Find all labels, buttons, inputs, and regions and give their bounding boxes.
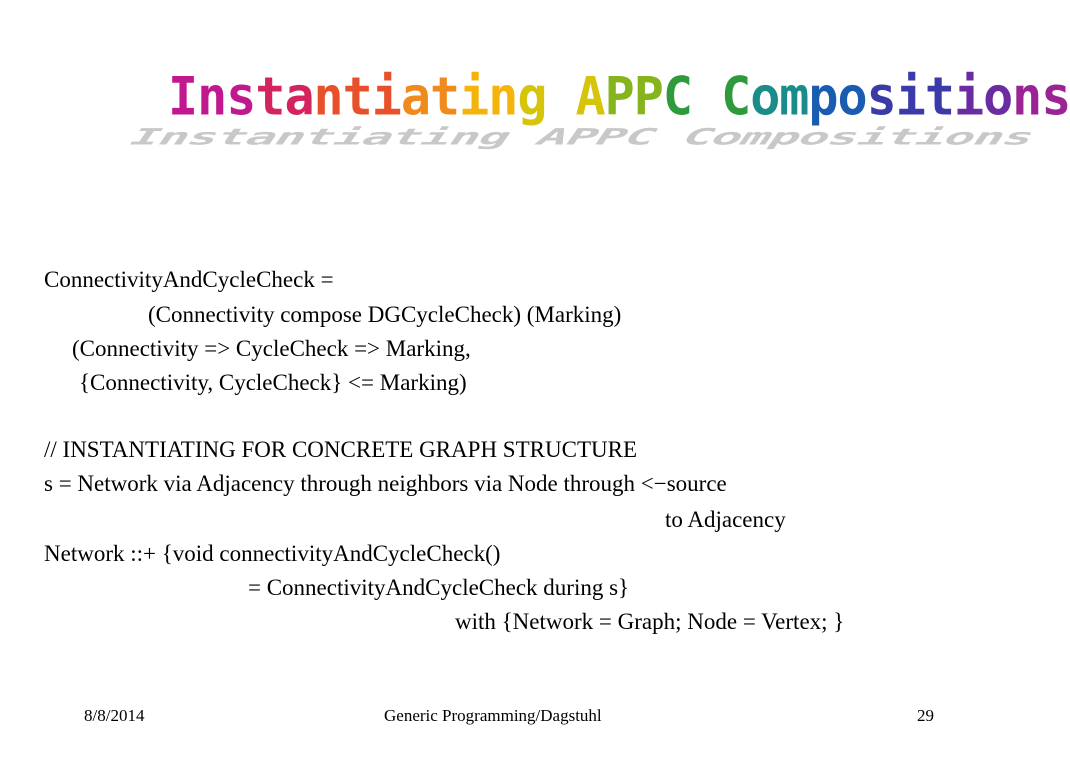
title-letter: n bbox=[1012, 66, 1042, 127]
footer-center: Generic Programming/Dagstuhl bbox=[384, 706, 602, 725]
body-line-8: Network ::+ {void connectivityAndCycleCheck() bbox=[44, 541, 501, 566]
title-letter: P bbox=[604, 66, 634, 127]
title-letter: s bbox=[226, 66, 256, 127]
title-letter: a bbox=[400, 66, 430, 127]
body-line-5: // INSTANTIATING FOR CONCRETE GRAPH STRUCTURE bbox=[44, 437, 637, 462]
title-letter bbox=[546, 66, 575, 127]
title-letter: I bbox=[168, 66, 198, 127]
title-letter: t bbox=[924, 66, 954, 127]
title-letter: t bbox=[255, 66, 285, 127]
body-line-1: ConnectivityAndCycleCheck = bbox=[44, 267, 334, 292]
title-shadow: Instantiating APPC Compositions bbox=[122, 123, 1043, 150]
title-letter: n bbox=[197, 66, 227, 127]
body-line-4: {Connectivity, CycleCheck} <= Marking) bbox=[79, 370, 467, 395]
title-text bbox=[168, 66, 1070, 127]
body-line-3: (Connectivity => CycleCheck => Marking, bbox=[72, 336, 471, 361]
footer-page-number: 29 bbox=[917, 706, 934, 725]
title-letter: i bbox=[371, 66, 401, 127]
title-letter: s bbox=[866, 66, 896, 127]
title-letter: C bbox=[662, 66, 692, 127]
footer-date: 8/8/2014 bbox=[84, 706, 145, 725]
title-letter: g bbox=[517, 66, 547, 127]
body-line-2: (Connectivity compose DGCycleCheck) (Marking) bbox=[148, 302, 622, 327]
slide-title bbox=[122, 62, 1070, 152]
title-letter: i bbox=[895, 66, 925, 127]
title-letter: s bbox=[1041, 66, 1070, 127]
title-letter: i bbox=[953, 66, 984, 127]
title-letter: a bbox=[284, 66, 314, 127]
body-line-9: = ConnectivityAndCycleCheck during s} bbox=[248, 575, 630, 600]
body-line-7: to Adjacency bbox=[665, 507, 786, 532]
title-letter bbox=[692, 66, 721, 127]
body-line-6: s = Network via Adjacency through neighbors via Node through <−source bbox=[44, 471, 727, 496]
title-letter: n bbox=[313, 66, 343, 127]
title-letter: o bbox=[837, 66, 867, 127]
title-letter: t bbox=[342, 66, 372, 127]
title-letter: A bbox=[575, 66, 605, 127]
body-line-10: with {Network = Graph; Node = Vertex; } bbox=[455, 609, 845, 634]
title-letter: o bbox=[983, 66, 1013, 127]
title-letter: p bbox=[808, 66, 838, 127]
title-letter: P bbox=[633, 66, 663, 127]
title-letter: t bbox=[429, 66, 460, 127]
title-letter: i bbox=[459, 66, 489, 127]
title-letter: C bbox=[721, 66, 751, 127]
title-letter: o bbox=[750, 66, 780, 127]
title-letter: m bbox=[779, 66, 809, 127]
title-letter: n bbox=[488, 66, 518, 127]
